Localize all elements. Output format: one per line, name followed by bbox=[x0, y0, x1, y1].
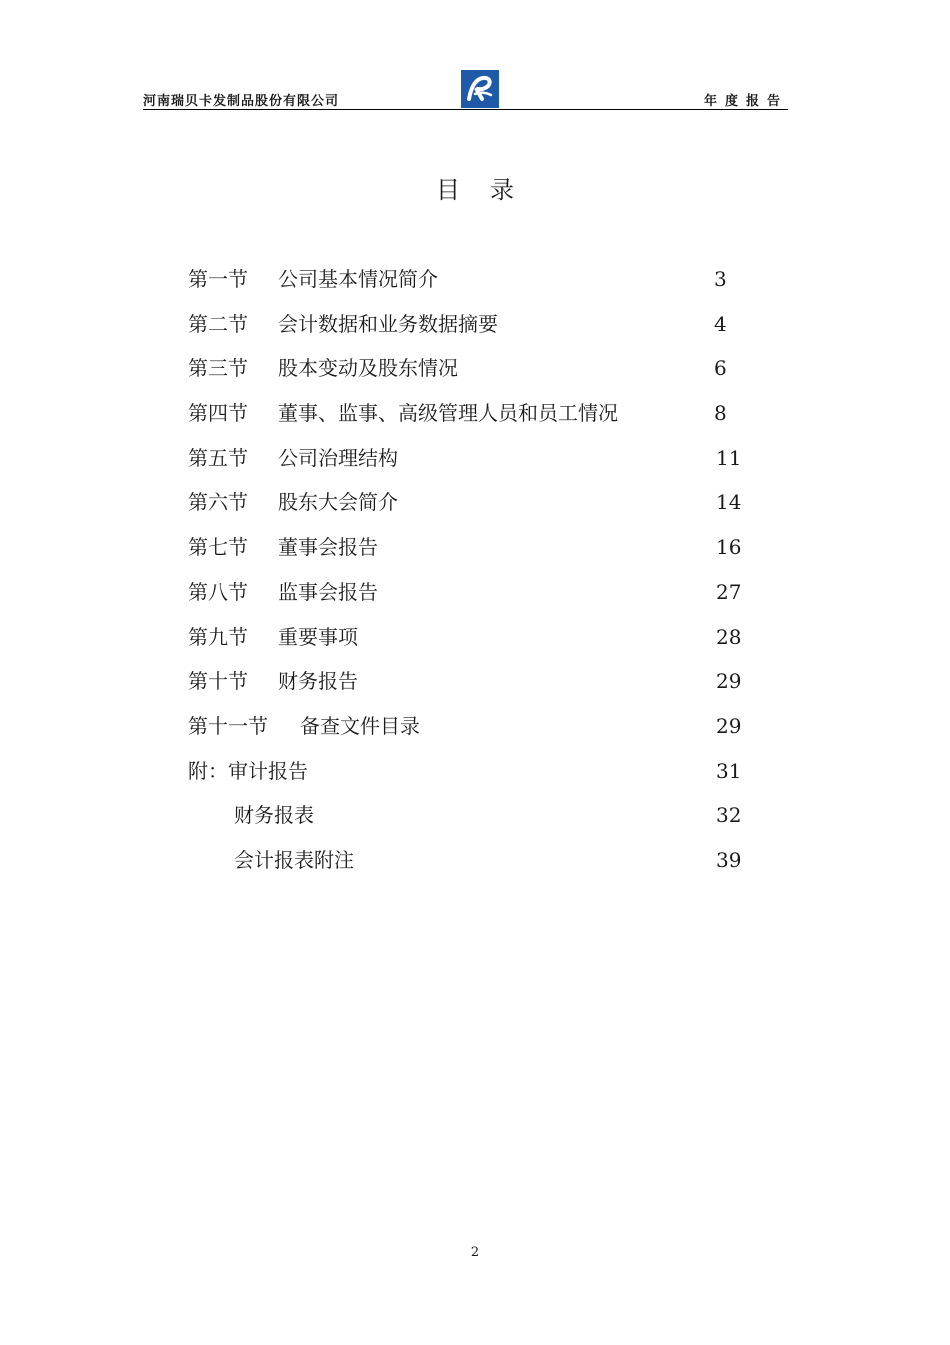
toc-entry[interactable] bbox=[188, 525, 740, 570]
toc-section-number: 第五节 bbox=[188, 445, 248, 470]
toc-entry[interactable] bbox=[188, 838, 740, 883]
toc-entry[interactable] bbox=[188, 749, 740, 794]
toc-page-number: 31 bbox=[716, 758, 742, 783]
toc-section-title: 董事会报告 bbox=[278, 535, 378, 560]
toc-section-title: 股本变动及股东情况 bbox=[278, 356, 458, 381]
toc-page-number: 32 bbox=[716, 803, 742, 828]
toc-entry[interactable] bbox=[188, 302, 740, 347]
page-header bbox=[143, 66, 788, 110]
toc-page-number: 6 bbox=[714, 356, 727, 381]
toc-page-number: 39 bbox=[716, 847, 742, 872]
toc-section-number: 第十一节 bbox=[188, 713, 268, 738]
toc-section-number: 第八节 bbox=[188, 579, 248, 604]
toc-entry[interactable] bbox=[188, 436, 740, 481]
toc-section-number: 第一节 bbox=[188, 267, 248, 291]
toc-section-number: 第七节 bbox=[188, 535, 248, 560]
toc-section-title: 董事、监事、高级管理人员和员工情况 bbox=[278, 401, 618, 426]
page-number: 2 bbox=[470, 1245, 480, 1260]
toc-page-number: 29 bbox=[716, 713, 742, 738]
toc-page-number: 4 bbox=[714, 311, 727, 336]
toc-entry[interactable] bbox=[188, 391, 740, 436]
toc-page-number: 14 bbox=[716, 490, 742, 515]
toc-section-title: 财务报告 bbox=[278, 669, 358, 694]
toc-page-number: 27 bbox=[716, 579, 742, 604]
toc-entry[interactable] bbox=[188, 704, 740, 749]
toc-entry[interactable] bbox=[188, 659, 740, 704]
toc-section-title: 公司基本情况简介 bbox=[278, 267, 438, 291]
header-divider bbox=[143, 109, 788, 110]
toc-section-title: 财务报表 bbox=[234, 803, 314, 828]
toc-section-title: 股东大会简介 bbox=[278, 490, 398, 515]
toc-entry[interactable] bbox=[188, 346, 740, 391]
table-of-contents bbox=[188, 257, 740, 883]
toc-page-number: 11 bbox=[716, 445, 742, 470]
toc-section-title: 备查文件目录 bbox=[300, 713, 420, 738]
toc-section-title: 会计报表附注 bbox=[234, 847, 354, 872]
toc-section-number: 第四节 bbox=[188, 401, 248, 426]
page-title: 目录 bbox=[436, 176, 544, 204]
toc-section-title: 监事会报告 bbox=[278, 579, 378, 604]
toc-entry[interactable] bbox=[188, 480, 740, 525]
toc-section-title: 附：审计报告 bbox=[188, 758, 308, 783]
toc-section-title: 公司治理结构 bbox=[278, 445, 398, 470]
toc-entry[interactable] bbox=[188, 257, 740, 302]
toc-section-number: 第十节 bbox=[188, 669, 248, 694]
toc-section-number: 第三节 bbox=[188, 356, 248, 381]
toc-page-number: 29 bbox=[716, 669, 742, 694]
toc-section-number: 第二节 bbox=[188, 311, 248, 336]
toc-page-number: 16 bbox=[716, 535, 742, 560]
toc-section-number: 第六节 bbox=[188, 490, 248, 515]
toc-section-number: 第九节 bbox=[188, 624, 248, 649]
toc-section-title: 会计数据和业务数据摘要 bbox=[278, 311, 498, 336]
toc-entry[interactable] bbox=[188, 615, 740, 660]
company-name: 河南瑞贝卡发制品股份有限公司 bbox=[143, 94, 340, 109]
toc-entry[interactable] bbox=[188, 793, 740, 838]
toc-page-number: 28 bbox=[716, 624, 742, 649]
toc-page-number: 3 bbox=[714, 267, 727, 291]
toc-page-number: 8 bbox=[714, 401, 727, 426]
company-logo-icon bbox=[461, 70, 499, 108]
toc-section-title: 重要事项 bbox=[278, 624, 358, 649]
report-type: 年度报告 bbox=[703, 94, 788, 109]
toc-entry[interactable] bbox=[188, 570, 740, 615]
